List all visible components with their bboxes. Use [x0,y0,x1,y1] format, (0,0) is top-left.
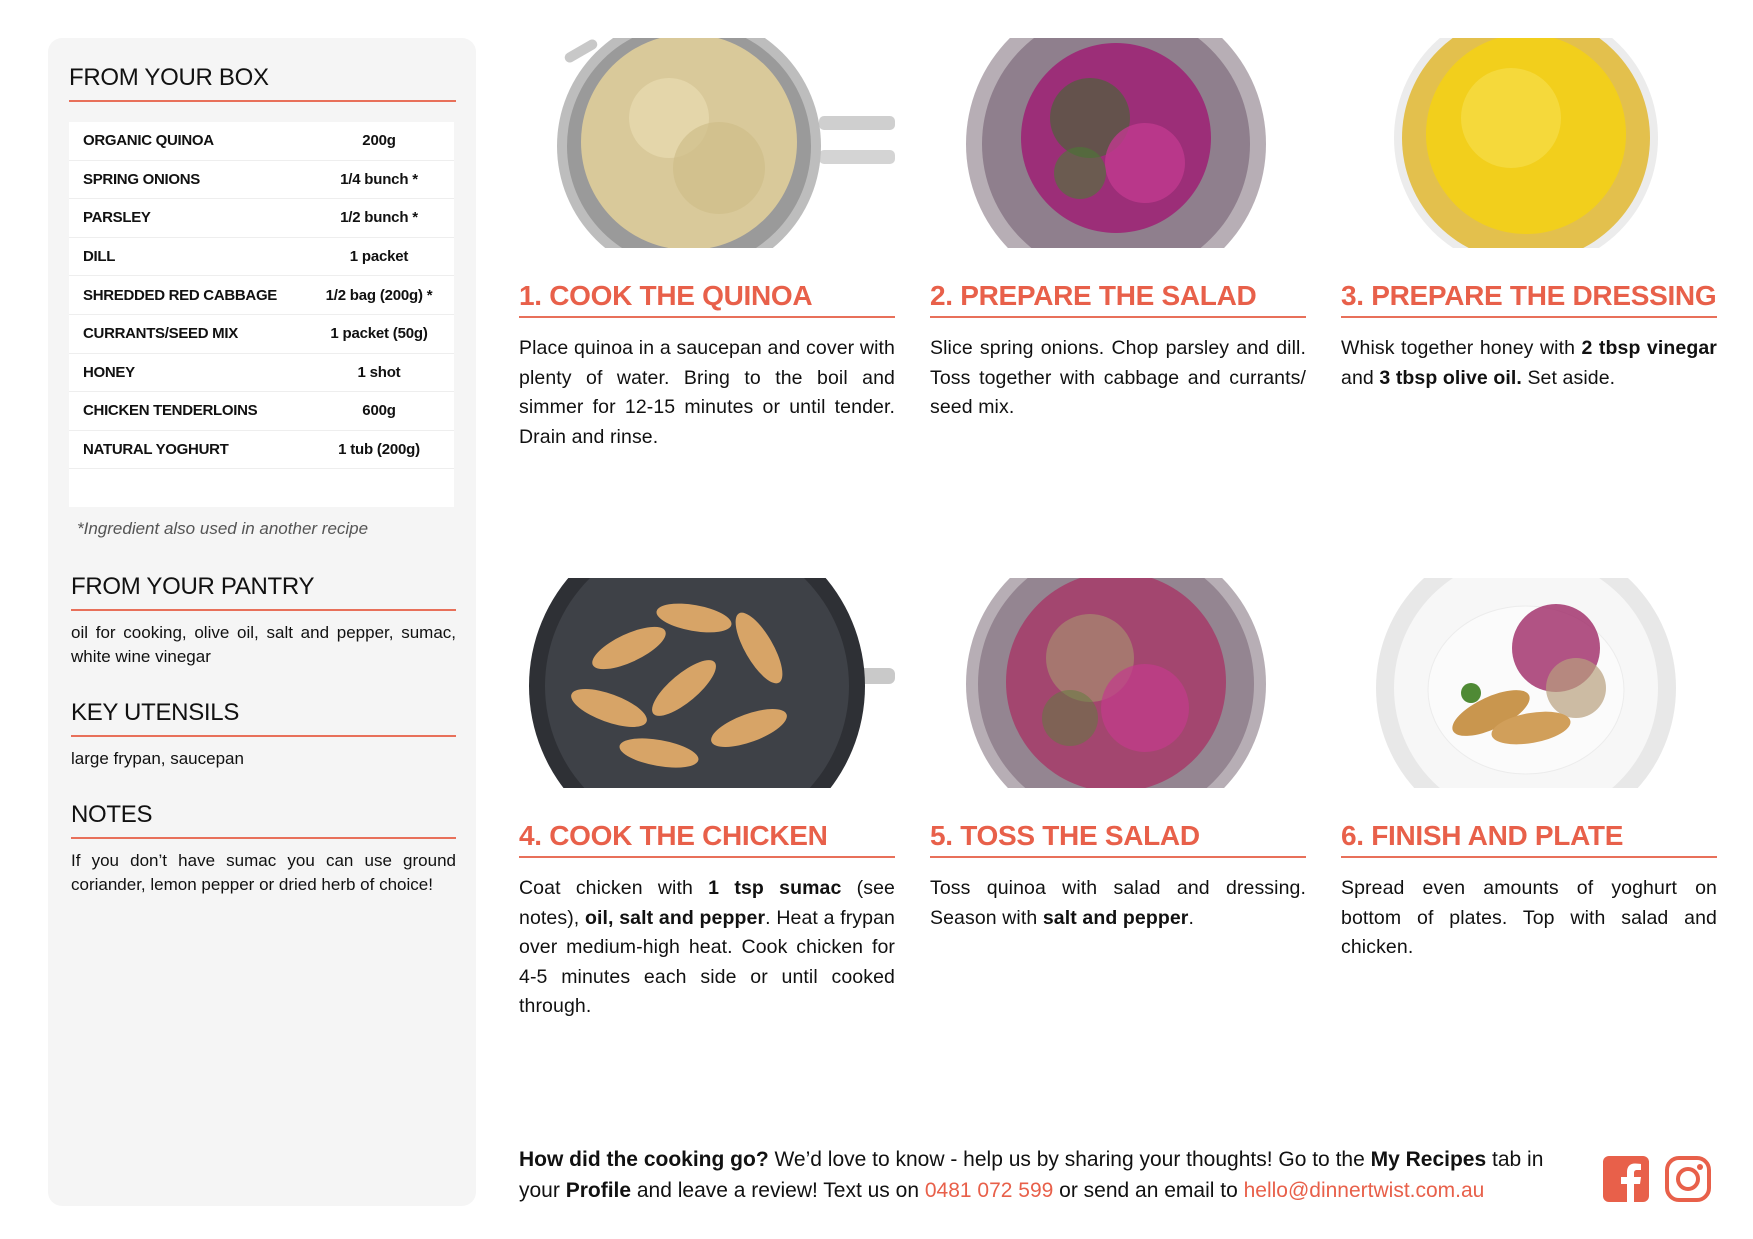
step-5 [930,578,1306,933]
instagram-icon[interactable] [1665,1156,1711,1202]
ingredient-name: SHREDDED RED CABBAGE [83,286,278,304]
step-title: 3. PREPARE THE DRESSING [1341,280,1717,318]
ingredient-name: SPRING ONIONS [83,170,200,188]
step-text [930,334,1306,423]
step-text-emphasis: 2 tbsp vinegar [1581,337,1717,359]
footer-text: or send an email to [1053,1179,1244,1202]
step-text-run: Slice spring onions. Chop parsley and dill. Toss together with cabbage and currants/ seed mix. [930,337,1306,418]
dressing-bowl-photo [1341,38,1717,248]
notes-section [69,801,456,897]
ingredient-quantity: 1/4 bunch * [340,170,418,188]
ingredient-row [69,392,454,431]
ingredient-quantity: 1 tub (200g) [338,441,420,459]
ingredient-row-empty [69,469,454,507]
step-title: 2. PREPARE THE SALAD [930,280,1306,318]
plated-dish-photo [1341,578,1717,788]
ingredient-row [69,238,454,277]
footer-text: and leave a review! Text us on [631,1179,925,1202]
ingredient-quantity: 1/2 bunch * [340,209,418,227]
utensils-heading: KEY UTENSILS [71,699,456,737]
step-text-run: Whisk together honey with [1341,337,1582,359]
step-text-run: (see notes), [519,877,895,929]
chicken-frypan-photo [519,578,895,788]
step-text-emphasis: 1 tsp sumac [708,877,842,899]
step-text [930,874,1306,933]
ingredient-quantity: 200g [362,132,396,150]
quinoa-strainer-photo [519,38,895,248]
ingredient-row [69,276,454,315]
step-text-run: . [1188,906,1195,929]
footer-emphasis: My Recipes [1370,1148,1487,1171]
step-title: 5. TOSS THE SALAD [930,820,1306,858]
ingredient-row [69,315,454,354]
pantry-text: oil for cooking, olive oil, salt and pepper, sumac, white wine vinegar [71,623,456,667]
step-text [519,334,895,452]
footer-contact-link[interactable]: 0481 072 599 [924,1179,1054,1202]
utensils-section [69,699,456,771]
ingredient-name: CURRANTS/SEED MIX [83,325,238,343]
footer-emphasis: Profile [565,1179,632,1202]
ingredient-name: NATURAL YOGHURT [83,441,229,459]
step-6 [1341,578,1717,963]
ingredient-row [69,199,454,238]
step-title: 4. COOK THE CHICKEN [519,820,895,858]
step-text [519,874,895,1022]
ingredient-quantity: 1 packet (50g) [330,325,428,343]
facebook-icon[interactable] [1603,1156,1649,1202]
pantry-heading: FROM YOUR PANTRY [71,573,456,611]
step-text-run: Place quinoa in a saucepan and cover with plenty of water. Bring to the boil and simmer for 12-15 minutes or until tender. Drain and rinse. [519,337,895,448]
footer-text: tab in your [519,1148,1544,1202]
ingredients-table [69,122,454,507]
ingredient-quantity: 1/2 bag (200g) * [325,286,433,304]
box-heading: FROM YOUR BOX [69,64,456,102]
ingredient-row [69,122,454,161]
step-title: 1. COOK THE QUINOA [519,280,895,318]
ingredient-quantity: 1 shot [357,363,401,381]
step-2 [930,38,1306,423]
ingredient-row [69,354,454,393]
ingredient-name: CHICKEN TENDERLOINS [83,402,258,420]
step-text-run: Coat chicken with [519,877,709,899]
ingredient-name: DILL [83,248,116,266]
ingredient-row [69,161,454,200]
ingredient-footnote: *Ingredient also used in another recipe [77,519,369,539]
step-text-emphasis: oil, salt and pepper [584,906,766,929]
pantry-section [69,573,456,669]
cabbage-salad-bowl-photo [930,38,1306,248]
ingredient-name: HONEY [83,363,135,381]
ingredient-quantity: 600g [362,402,396,420]
ingredient-name: ORGANIC QUINOA [83,132,214,150]
step-text-emphasis: 3 tbsp olive oil. [1379,366,1522,389]
footer-contact-link[interactable]: hello@dinnertwist.com.au [1243,1179,1485,1202]
ingredients-sidebar [48,38,476,1206]
notes-text: If you don’t have sumac you can use ground coriander, lemon pepper or dried herb of choice! [71,851,456,895]
feedback-footer [519,1144,1579,1206]
step-text-run: and [1341,366,1380,389]
step-1 [519,38,895,452]
step-text-run: . Heat a frypan over medium-high heat. Cook chicken for 4-5 minutes each side or until cooked through. [519,906,895,1017]
step-text-run: Spread even amounts of yoghurt on bottom of plates. Top with salad and chicken. [1341,877,1717,958]
footer-text: We’d love to know - help us by sharing your thoughts! Go to the [768,1148,1371,1171]
step-text-run: Set aside. [1521,366,1616,389]
ingredient-quantity: 1 packet [349,248,409,266]
ingredient-row [69,431,454,470]
ingredient-name: PARSLEY [83,209,151,227]
step-text-emphasis: salt and pepper [1042,906,1189,929]
step-text [1341,334,1717,393]
step-4 [519,578,895,1022]
step-text-run: Toss quinoa with salad and dressing. Season with [930,877,1306,929]
utensils-text: large frypan, saucepan [71,749,244,769]
step-text [1341,874,1717,963]
notes-heading: NOTES [71,801,456,839]
tossed-salad-bowl-photo [930,578,1306,788]
footer-emphasis: How did the cooking go? [519,1148,769,1171]
step-3 [1341,38,1717,393]
step-title: 6. FINISH AND PLATE [1341,820,1717,858]
